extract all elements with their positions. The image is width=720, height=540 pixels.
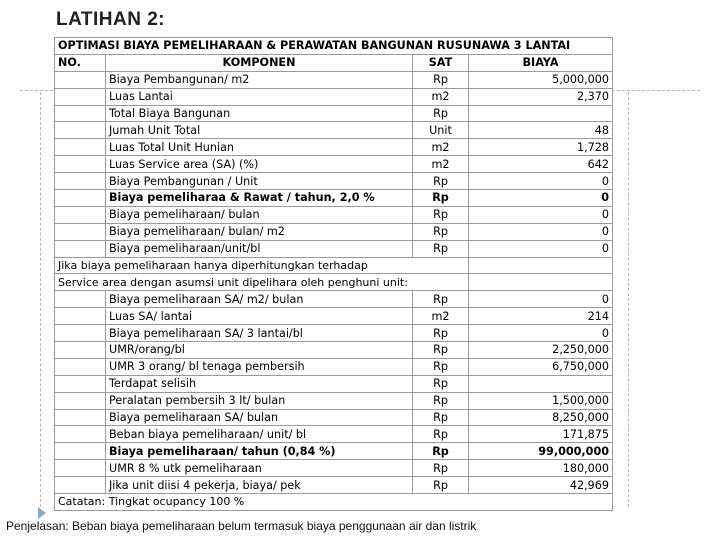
row-biaya xyxy=(469,105,613,122)
table-row xyxy=(55,308,613,325)
row-biaya: 5,000,000 xyxy=(469,71,613,88)
row-no xyxy=(55,139,106,156)
row-biaya: 8,250,000 xyxy=(469,409,613,426)
row-komponen: Luas Total Unit Hunian xyxy=(106,139,413,156)
table-row xyxy=(55,206,613,223)
row-komponen: UMR 8 % utk pemeliharaan xyxy=(106,460,413,477)
row-sat: Rp xyxy=(413,358,469,375)
table-header-row xyxy=(55,54,613,71)
table-row xyxy=(55,88,613,105)
row-komponen: Biaya pemeliharaan SA/ m2/ bulan xyxy=(106,291,413,308)
row-no xyxy=(55,88,106,105)
row-biaya: 0 xyxy=(469,325,613,342)
row-sat: m2 xyxy=(413,308,469,325)
row-no xyxy=(55,156,106,173)
row-sat: Rp xyxy=(413,71,469,88)
row-no xyxy=(55,190,106,207)
row-biaya: 42,969 xyxy=(469,477,613,494)
guide-line-right xyxy=(628,92,629,507)
row-komponen: Jumah Unit Total xyxy=(106,122,413,139)
table-row xyxy=(55,477,613,494)
row-no xyxy=(55,240,106,257)
row-no xyxy=(55,308,106,325)
table-row xyxy=(55,190,613,207)
row-komponen: Jika unit diisi 4 pekerja, biaya/ pek xyxy=(106,477,413,494)
guide-line-left xyxy=(40,92,41,507)
table-row xyxy=(55,358,613,375)
table-row xyxy=(55,460,613,477)
row-biaya: 0 xyxy=(469,240,613,257)
table-row xyxy=(55,122,613,139)
row-no xyxy=(55,342,106,359)
row-biaya: 642 xyxy=(469,156,613,173)
row-komponen: Biaya pemeliharaa & Rawat / tahun, 2,0 % xyxy=(106,190,413,207)
row-no xyxy=(55,426,106,443)
table-row xyxy=(55,342,613,359)
bullet-arrow-icon xyxy=(38,507,46,519)
table-row xyxy=(55,223,613,240)
row-no xyxy=(55,392,106,409)
header-biaya: BIAYA xyxy=(469,54,613,71)
row-komponen: Biaya pemeliharaan/ tahun (0,84 %) xyxy=(106,443,413,460)
row-komponen: Terdapat selisih xyxy=(106,375,413,392)
row-biaya: 0 xyxy=(469,291,613,308)
header-no: NO. xyxy=(55,54,106,71)
header-sat: SAT xyxy=(413,54,469,71)
slide-title: LATIHAN 2: xyxy=(56,9,166,30)
row-komponen: UMR/orang/bl xyxy=(106,342,413,359)
row-no xyxy=(55,206,106,223)
row-no xyxy=(55,223,106,240)
row-sat: Rp xyxy=(413,173,469,190)
table-note-row xyxy=(55,274,613,291)
row-komponen: Biaya pemeliharaan/ bulan xyxy=(106,206,413,223)
table-row xyxy=(55,139,613,156)
row-no xyxy=(55,105,106,122)
table-footer-row xyxy=(55,494,613,511)
row-sat: Rp xyxy=(413,190,469,207)
row-no xyxy=(55,173,106,190)
row-sat: Rp xyxy=(413,240,469,257)
row-komponen: Biaya pemeliharaan/unit/bl xyxy=(106,240,413,257)
row-biaya: 1,728 xyxy=(469,139,613,156)
row-biaya: 0 xyxy=(469,173,613,190)
row-biaya: 6,750,000 xyxy=(469,358,613,375)
row-sat: Rp xyxy=(413,206,469,223)
note-empty-cell xyxy=(469,257,613,274)
row-no xyxy=(55,409,106,426)
row-no xyxy=(55,325,106,342)
row-no xyxy=(55,443,106,460)
row-biaya: 180,000 xyxy=(469,460,613,477)
row-sat: m2 xyxy=(413,139,469,156)
row-komponen: Biaya pemeliharaan SA/ bulan xyxy=(106,409,413,426)
row-no xyxy=(55,375,106,392)
row-biaya xyxy=(469,375,613,392)
table-row xyxy=(55,240,613,257)
table-row xyxy=(55,409,613,426)
table-row xyxy=(55,375,613,392)
row-sat: Rp xyxy=(413,392,469,409)
row-komponen: Biaya pemeliharaan SA/ 3 lantai/bl xyxy=(106,325,413,342)
row-biaya: 2,250,000 xyxy=(469,342,613,359)
row-sat: Rp xyxy=(413,105,469,122)
row-komponen: Total Biaya Bangunan xyxy=(106,105,413,122)
table-title-row xyxy=(55,38,613,55)
row-sat: Rp xyxy=(413,409,469,426)
note-text: Jika biaya pemeliharaan hanya diperhitungkan terhadap xyxy=(55,257,469,274)
row-komponen: Luas Lantai xyxy=(106,88,413,105)
row-sat: Rp xyxy=(413,443,469,460)
row-komponen: Luas Service area (SA) (%) xyxy=(106,156,413,173)
row-biaya: 0 xyxy=(469,190,613,207)
row-sat: Rp xyxy=(413,477,469,494)
row-biaya: 171,875 xyxy=(469,426,613,443)
row-sat: Rp xyxy=(413,426,469,443)
table-row xyxy=(55,105,613,122)
table-row xyxy=(55,426,613,443)
row-biaya: 214 xyxy=(469,308,613,325)
row-komponen: Luas SA/ lantai xyxy=(106,308,413,325)
row-komponen: Biaya pemeliharaan/ bulan/ m2 xyxy=(106,223,413,240)
row-komponen: UMR 3 orang/ bl tenaga pembersih xyxy=(106,358,413,375)
row-no xyxy=(55,291,106,308)
row-no xyxy=(55,460,106,477)
table-note-row xyxy=(55,257,613,274)
row-komponen: Biaya Pembangunan / Unit xyxy=(106,173,413,190)
row-sat: Rp xyxy=(413,325,469,342)
row-sat: Rp xyxy=(413,375,469,392)
table-row xyxy=(55,71,613,88)
row-biaya: 0 xyxy=(469,223,613,240)
row-sat: Rp xyxy=(413,223,469,240)
row-sat: Rp xyxy=(413,460,469,477)
row-sat: Rp xyxy=(413,342,469,359)
caption-text: Penjelasan: Beban biaya pemeliharaan belum termasuk biaya penggunaan air dan listrik xyxy=(6,519,477,533)
table-row xyxy=(55,173,613,190)
row-biaya: 0 xyxy=(469,206,613,223)
row-biaya: 1,500,000 xyxy=(469,392,613,409)
note-text: Service area dengan asumsi unit dipelihara oleh penghuni unit: xyxy=(55,274,469,291)
table-title: OPTIMASI BIAYA PEMELIHARAAN & PERAWATAN BANGUNAN RUSUNAWA 3 LANTAI xyxy=(55,38,613,55)
row-komponen: Beban biaya pemeliharaan/ unit/ bl xyxy=(106,426,413,443)
row-no xyxy=(55,477,106,494)
row-biaya: 2,370 xyxy=(469,88,613,105)
cost-table xyxy=(54,37,613,511)
row-no xyxy=(55,358,106,375)
row-biaya: 99,000,000 xyxy=(469,443,613,460)
row-no xyxy=(55,122,106,139)
row-no xyxy=(55,71,106,88)
row-sat: m2 xyxy=(413,156,469,173)
row-komponen: Peralatan pembersih 3 lt/ bulan xyxy=(106,392,413,409)
row-biaya: 48 xyxy=(469,122,613,139)
table-row xyxy=(55,156,613,173)
table-row xyxy=(55,392,613,409)
row-sat: m2 xyxy=(413,88,469,105)
table-row xyxy=(55,443,613,460)
footer-note: Catatan: Tingkat ocupancy 100 % xyxy=(55,494,613,511)
header-komponen: KOMPONEN xyxy=(106,54,413,71)
table-row xyxy=(55,291,613,308)
row-komponen: Biaya Pembangunan/ m2 xyxy=(106,71,413,88)
note-empty-cell xyxy=(469,274,613,291)
table-row xyxy=(55,325,613,342)
row-sat: Rp xyxy=(413,291,469,308)
row-sat: Unit xyxy=(413,122,469,139)
